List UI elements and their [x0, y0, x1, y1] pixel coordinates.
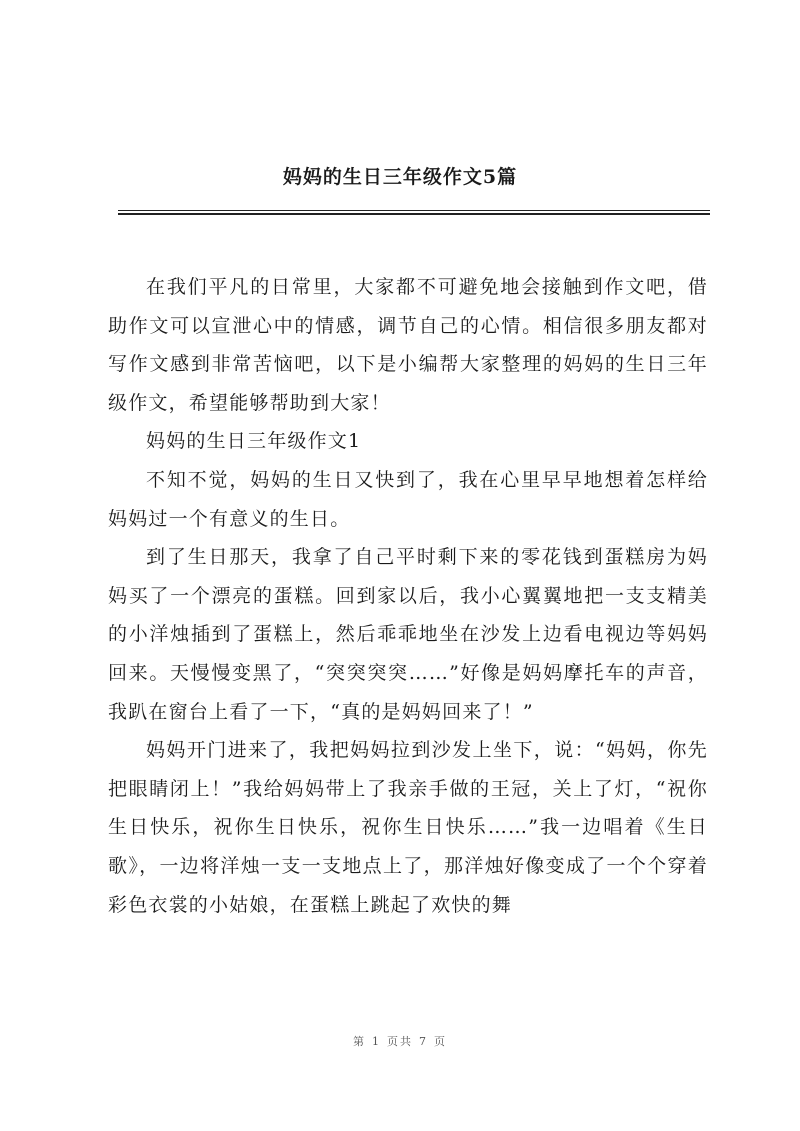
document-title: 妈妈的生日三年级作文5篇 [282, 166, 518, 188]
title-divider-thick [118, 213, 710, 215]
footer-label-end: 页 [434, 1035, 447, 1048]
footer-total-pages: 7 [419, 1035, 428, 1048]
footer-label-total: 页共 [387, 1035, 413, 1048]
footer-current-page: 1 [372, 1035, 381, 1048]
title-divider-thin [118, 210, 710, 211]
paragraph: 不知不觉，妈妈的生日又快到了，我在心里早早地想着怎样给妈妈过一个有意义的生日。 [108, 468, 708, 530]
paragraph: 妈妈开门进来了，我把妈妈拉到沙发上坐下，说：“妈妈，你先把眼睛闭上！”我给妈妈带上了我亲手做的王冠，关上了灯，“祝你生日快乐，祝你生日快乐，祝你生日快乐……”我一边唱着《生日歌》，一边将洋烛一支一支地点上了，那洋烛好像变成了一个个穿着彩色衣裳的小姑娘，在蛋糕上跳起了欢快的舞 [108, 739, 708, 916]
document-body [108, 268, 708, 924]
section-heading: 妈妈的生日三年级作文1 [146, 430, 362, 453]
paragraph-intro: 在我们平凡的日常里，大家都不可避免地会接触到作文吧，借助作文可以宣泄心中的情感，调节自己的心情。相信很多朋友都对写作文感到非常苦恼吧，以下是小编帮大家整理的妈妈的生日三年级作文，希望能够帮助到大家！ [108, 276, 708, 414]
footer-label-page: 第 [353, 1035, 366, 1048]
paragraph: 到了生日那天，我拿了自己平时剩下来的零花钱到蛋糕房为妈妈买了一个漂亮的蛋糕。回到家以后，我小心翼翼地把一支支精美的小洋烛插到了蛋糕上，然后乖乖地坐在沙发上边看电视边等妈妈回来。天慢慢变黑了，“突突突突……”好像是妈妈摩托车的声音，我趴在窗台上看了一下，“真的是妈妈回来了！” [108, 546, 708, 723]
page-footer [0, 1033, 800, 1049]
